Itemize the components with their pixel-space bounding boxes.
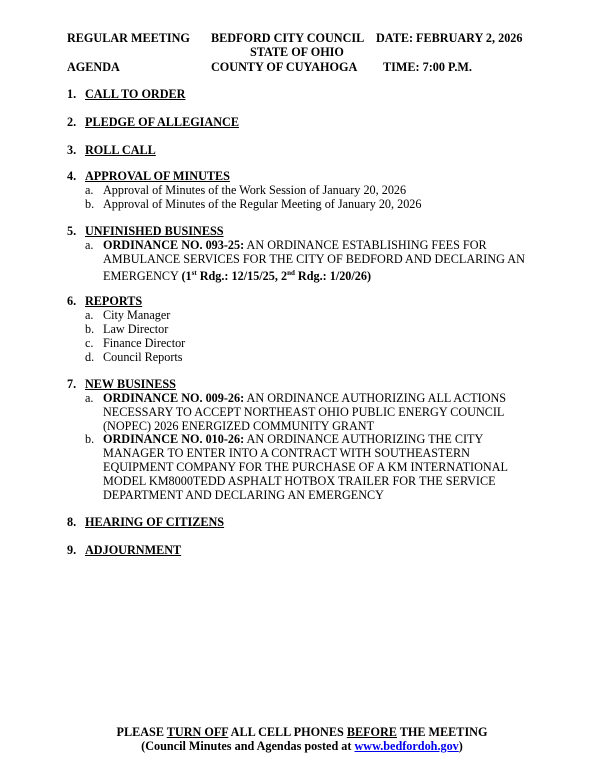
item-text: Approval of Minutes of the Work Session of January 20, 2026 (103, 183, 407, 197)
item-text: Finance Director (103, 336, 186, 350)
item-letter: b. (85, 432, 95, 446)
item-letter: b. (85, 322, 95, 336)
county-name: COUNTY OF CUYAHOGA (211, 60, 358, 74)
list-item (85, 432, 530, 502)
council-name: BEDFORD CITY COUNCIL (211, 31, 365, 45)
ordinance-text: AN ORDINANCE AUTHORIZING ALL ACTIONS NECESSARY TO ACCEPT NORTHEAST OHIO PUBLIC ENERGY COUNCIL (NOPEC) 2026 ENERGIZED COMMUNITY GRANT (103, 391, 507, 433)
section-title: HEARING OF CITIZENS (85, 515, 225, 529)
item-text: Law Director (103, 322, 169, 336)
list-item (85, 238, 535, 283)
section-roll-call (67, 143, 156, 158)
item-text: Approval of Minutes of the Regular Meeting of January 20, 2026 (103, 197, 422, 211)
item-letter: a. (85, 183, 94, 197)
section-number: 7. (67, 377, 77, 391)
section-approval-of-minutes (67, 169, 230, 184)
item-letter: a. (85, 391, 94, 405)
list-item (85, 197, 545, 211)
section-reports (67, 294, 142, 309)
item-letter: b. (85, 197, 95, 211)
meeting-date: DATE: FEBRUARY 2, 2026 (376, 31, 523, 45)
section-number: 5. (67, 224, 77, 238)
section-title: REPORTS (85, 294, 143, 308)
footer-website-note: (Council Minutes and Agendas posted at www.bedfordoh.gov) (141, 739, 463, 753)
list-item (85, 350, 545, 364)
section-hearing-of-citizens (67, 515, 224, 530)
list-item (85, 391, 530, 433)
section-new-business (67, 377, 176, 392)
list-item (85, 322, 545, 336)
item-text: Council Reports (103, 350, 183, 364)
section-title: UNFINISHED BUSINESS (85, 224, 224, 238)
item-letter: c. (85, 336, 94, 350)
ordinance-number: ORDINANCE NO. 093-25: (103, 238, 245, 252)
state-name: STATE OF OHIO (250, 45, 344, 59)
footer-notice: PLEASE TURN OFF ALL CELL PHONES BEFORE THE MEETING (116, 725, 488, 739)
list-item (85, 183, 545, 197)
item-letter: a. (85, 238, 94, 252)
website-link[interactable]: www.bedfordoh.gov (354, 739, 459, 753)
section-number: 9. (67, 543, 77, 557)
list-item (85, 308, 545, 322)
item-text: City Manager (103, 308, 171, 322)
section-number: 2. (67, 115, 77, 129)
section-adjournment (67, 543, 181, 558)
section-number: 1. (67, 87, 77, 101)
section-title: NEW BUSINESS (85, 377, 176, 391)
section-call-to-order (67, 87, 185, 102)
item-letter: d. (85, 350, 95, 364)
item-letter: a. (85, 308, 94, 322)
meeting-time: TIME: 7:00 P.M. (383, 60, 472, 74)
ordinance-number: ORDINANCE NO. 010-26: (103, 432, 245, 446)
section-pledge (67, 115, 239, 130)
section-title: ROLL CALL (85, 143, 156, 157)
ordinance-text: AN ORDINANCE AUTHORIZING THE CITY MANAGER TO ENTER INTO A CONTRACT WITH SOUTHEASTERN EQUIPMENT COMPANY FOR THE PURCHASE OF A KM INTERNATIONAL MODEL KM8000TEDD ASPHALT HOTBOX TRAILER FOR THE SERVICE DEPARTMENT AND DECLARING AN EMERGENCY (103, 432, 508, 502)
section-unfinished-business (67, 224, 224, 239)
section-number: 6. (67, 294, 77, 308)
section-title: PLEDGE OF ALLEGIANCE (85, 115, 239, 129)
ordinance-number: ORDINANCE NO. 009-26: (103, 391, 245, 405)
list-item (85, 336, 545, 350)
section-number: 4. (67, 169, 77, 183)
meeting-type: REGULAR MEETING (67, 31, 190, 45)
section-title: CALL TO ORDER (85, 87, 186, 101)
section-title: APPROVAL OF MINUTES (85, 169, 230, 183)
doc-type: AGENDA (67, 60, 120, 74)
reading-dates: (1st Rdg.: 12/15/25, 2nd Rdg.: 1/20/26) (181, 269, 372, 284)
section-title: ADJOURNMENT (85, 543, 182, 557)
section-number: 3. (67, 143, 77, 157)
ordinance-text: AN ORDINANCE ESTABLISHING FEES FOR AMBULANCE SERVICES FOR THE CITY OF BEDFORD AND DECLARING AN EMERGENCY (103, 238, 525, 284)
section-number: 8. (67, 515, 77, 529)
